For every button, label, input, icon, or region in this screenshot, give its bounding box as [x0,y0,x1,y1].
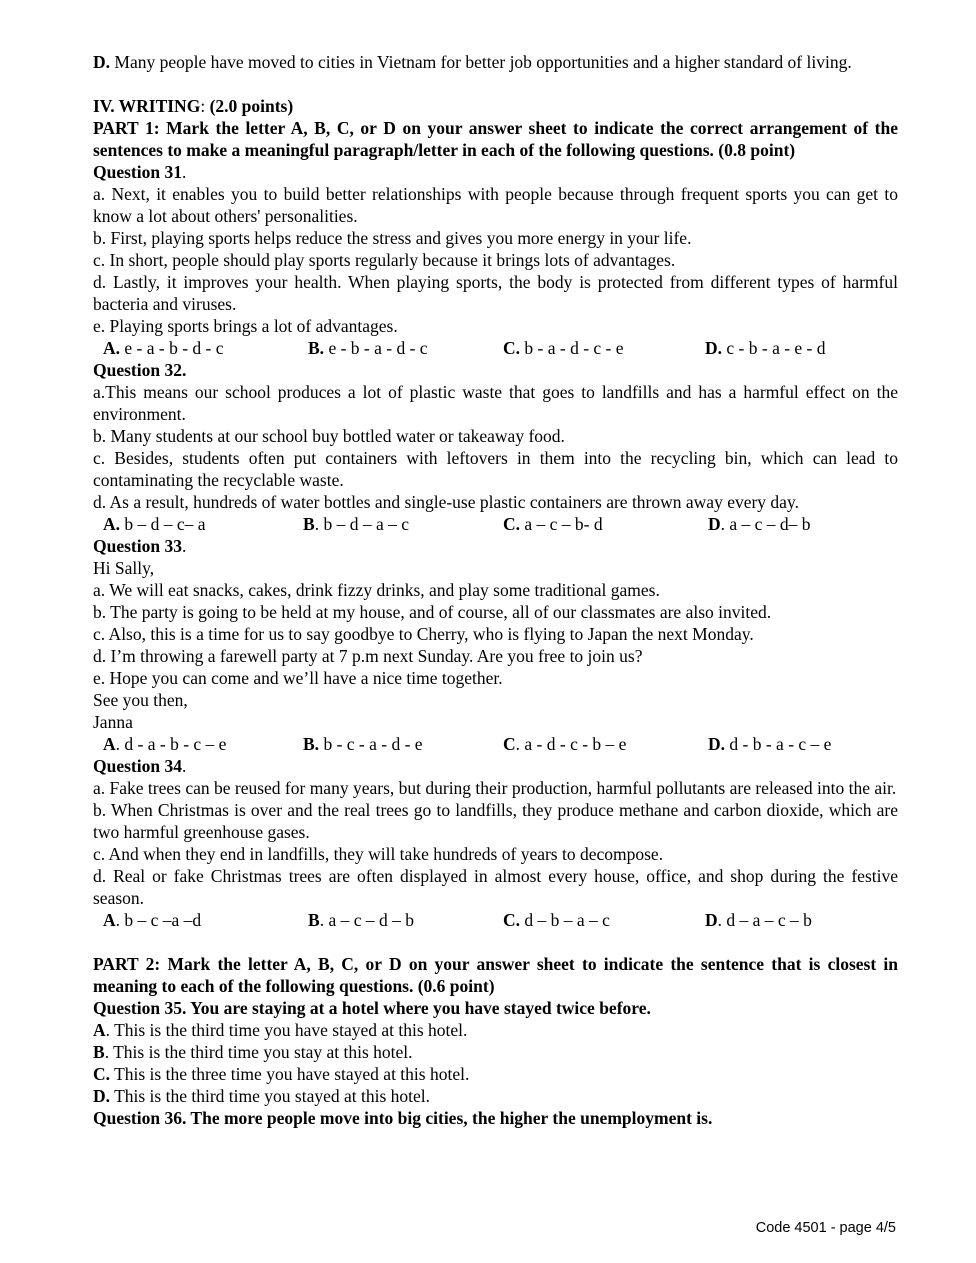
option-letter: C. [503,514,521,534]
question-number: Question 31 [93,162,182,182]
q31-line-e: e. Playing sports brings a lot of advantages. [93,316,398,336]
question-31-title [93,161,898,183]
q32-option-a [103,513,206,535]
option-letter: B. [308,338,325,358]
option-text: . a - d - c - b – e [515,734,627,754]
option-letter: D [708,514,721,534]
writing-heading-title: IV. WRITING [93,96,201,116]
writing-heading-points: (2.0 points) [209,96,294,116]
q33-line-b: b. The party is going to be held at my house, and of course, all of our classmates are also invited. [93,602,772,622]
q33-option-a [103,733,226,755]
question-dot: . [181,756,187,776]
q32-option-d [708,513,811,535]
q34-option-b [308,909,414,931]
option-text: . This is the third time you have stayed at this hotel. [105,1020,468,1040]
q35-option-d [93,1085,898,1107]
question-number: Question 35 [93,998,182,1018]
q34-option-a [103,909,201,931]
option-letter: D. [93,52,111,72]
option-text: . d – a – c – b [717,910,812,930]
q32-line-a: a.This means our school produces a lot of plastic waste that goes to landfills and has a harmful effect on the environment. [93,382,898,424]
q32-option-c [503,513,603,535]
option-text: b – d – c– a [120,514,206,534]
option-letter: C. [503,910,521,930]
q33-line-d: d. I’m throwing a farewell party at 7 p.m next Sunday. Are you free to join us? [93,646,643,666]
option-letter: C [503,734,516,754]
option-text: . This is the third time you stay at this hotel. [104,1042,413,1062]
q31-line-c: c. In short, people should play sports regularly because it brings lots of advantages. [93,250,676,270]
q31-option-c [503,337,624,359]
option-letter: A. [103,514,121,534]
option-text: e - b - a - d - c [324,338,428,358]
option-text: . a – c – d – b [319,910,414,930]
q31-line-b: b. First, playing sports helps reduce the stress and gives you more energy in your life. [93,228,692,248]
q35-option-c [93,1063,898,1085]
q31-option-b [308,337,428,359]
question-36 [93,1107,898,1129]
q31-options [93,337,898,359]
question-33-title [93,535,898,557]
option-text: This is the third time you stayed at this hotel. [110,1086,431,1106]
option-text: d - b - a - c – e [725,734,832,754]
q32-option-b [303,513,409,535]
part2-instruction: PART 2: Mark the letter A, B, C, or D on your answer sheet to indicate the sentence that is closest in meaning to each of the following questions. (0.6 point) [93,954,898,996]
option-text: . a – c – d– b [720,514,811,534]
q34-options [93,909,898,931]
writing-heading-sep: : [200,96,210,116]
question-number: Question 34 [93,756,182,776]
option-letter: B [308,910,320,930]
reading-option-d [93,51,898,73]
option-text: b - c - a - d - e [319,734,423,754]
page-content [93,51,898,1129]
q34-line-a: a. Fake trees can be reused for many years, but during their production, harmful pollutants are released into the air. [93,778,897,798]
option-text: . b – d – a – c [314,514,409,534]
option-letter: A [103,910,116,930]
option-letter: A. [103,338,121,358]
option-letter: B [93,1042,105,1062]
q32-line-c: c. Besides, students often put containers with leftovers in them into the recycling bin, which can lead to contaminating the recyclable waste. [93,448,898,490]
question-stem: . The more people move into big cities, the higher the unemployment is. [181,1108,713,1128]
option-letter: D [705,910,718,930]
q31-line-d: d. Lastly, it improves your health. When playing sports, the body is protected from different types of harmful bacteria and viruses. [93,272,898,314]
q31-line-a: a. Next, it enables you to build better relationships with people because through frequent sports you can get to know a lot about others' personalities. [93,184,898,226]
q33-line-a: a. We will eat snacks, cakes, drink fizzy drinks, and play some traditional games. [93,580,660,600]
option-letter: B [303,514,315,534]
q33-signature: Janna [93,712,133,732]
option-text: . b – c –a –d [115,910,202,930]
option-text: . d - a - b - c – e [115,734,227,754]
q33-line-e: e. Hope you can come and we’ll have a nice time together. [93,668,503,688]
option-letter: D. [708,734,726,754]
option-text: b - a - d - c - e [520,338,624,358]
question-dot: . [181,162,187,182]
option-letter: A [103,734,116,754]
q33-option-b [303,733,423,755]
option-letter: A [93,1020,106,1040]
question-34-title [93,755,898,777]
q31-option-a [103,337,224,359]
question-dot: . [181,536,187,556]
q33-greeting: Hi Sally, [93,558,155,578]
q35-option-a [93,1019,898,1041]
q31-option-d [705,337,826,359]
q32-line-b: b. Many students at our school buy bottled water or takeaway food. [93,426,565,446]
page-footer: Code 4501 - page 4/5 [755,1220,896,1236]
option-text: This is the three time you have stayed at this hotel. [110,1064,470,1084]
option-letter: C. [93,1064,111,1084]
q33-closing: See you then, [93,690,188,710]
q34-line-d: d. Real or fake Christmas trees are often displayed in almost every house, office, and shop during the festive season. [93,866,898,908]
q35-option-b [93,1041,898,1063]
q33-option-d [708,733,831,755]
q34-option-d [705,909,812,931]
option-text: Many people have moved to cities in Vietnam for better job opportunities and a higher standard of living. [110,52,852,72]
q34-option-c [503,909,610,931]
question-35 [93,997,898,1019]
option-letter: D. [93,1086,111,1106]
option-letter: C. [503,338,521,358]
question-number: Question 33 [93,536,182,556]
q33-option-c [503,733,626,755]
q34-line-b: b. When Christmas is over and the real trees go to landfills, they produce methane and carbon dioxide, which are two harmful greenhouse gases. [93,800,898,842]
q33-line-c: c. Also, this is a time for us to say goodbye to Cherry, who is flying to Japan the next Monday. [93,624,754,644]
q33-options [93,733,898,755]
q32-line-d: d. As a result, hundreds of water bottles and single-use plastic containers are thrown away every day. [93,492,799,512]
option-text: a – c – b- d [520,514,603,534]
option-text: e - a - b - d - c [120,338,224,358]
question-stem: . You are staying at a hotel where you have stayed twice before. [181,998,651,1018]
option-letter: D. [705,338,723,358]
question-32-title: Question 32. [93,360,187,380]
option-text: d – b – a – c [520,910,610,930]
writing-heading [93,95,898,117]
q34-line-c: c. And when they end in landfills, they will take hundreds of years to decompose. [93,844,664,864]
question-number: Question 36 [93,1108,182,1128]
option-text: c - b - a - e - d [722,338,826,358]
option-letter: B. [303,734,320,754]
part1-instruction: PART 1: Mark the letter A, B, C, or D on your answer sheet to indicate the correct arrangement of the sentences to make a meaningful paragraph/letter in each of the following questions. (0.8 point) [93,118,898,160]
q32-options [93,513,898,535]
